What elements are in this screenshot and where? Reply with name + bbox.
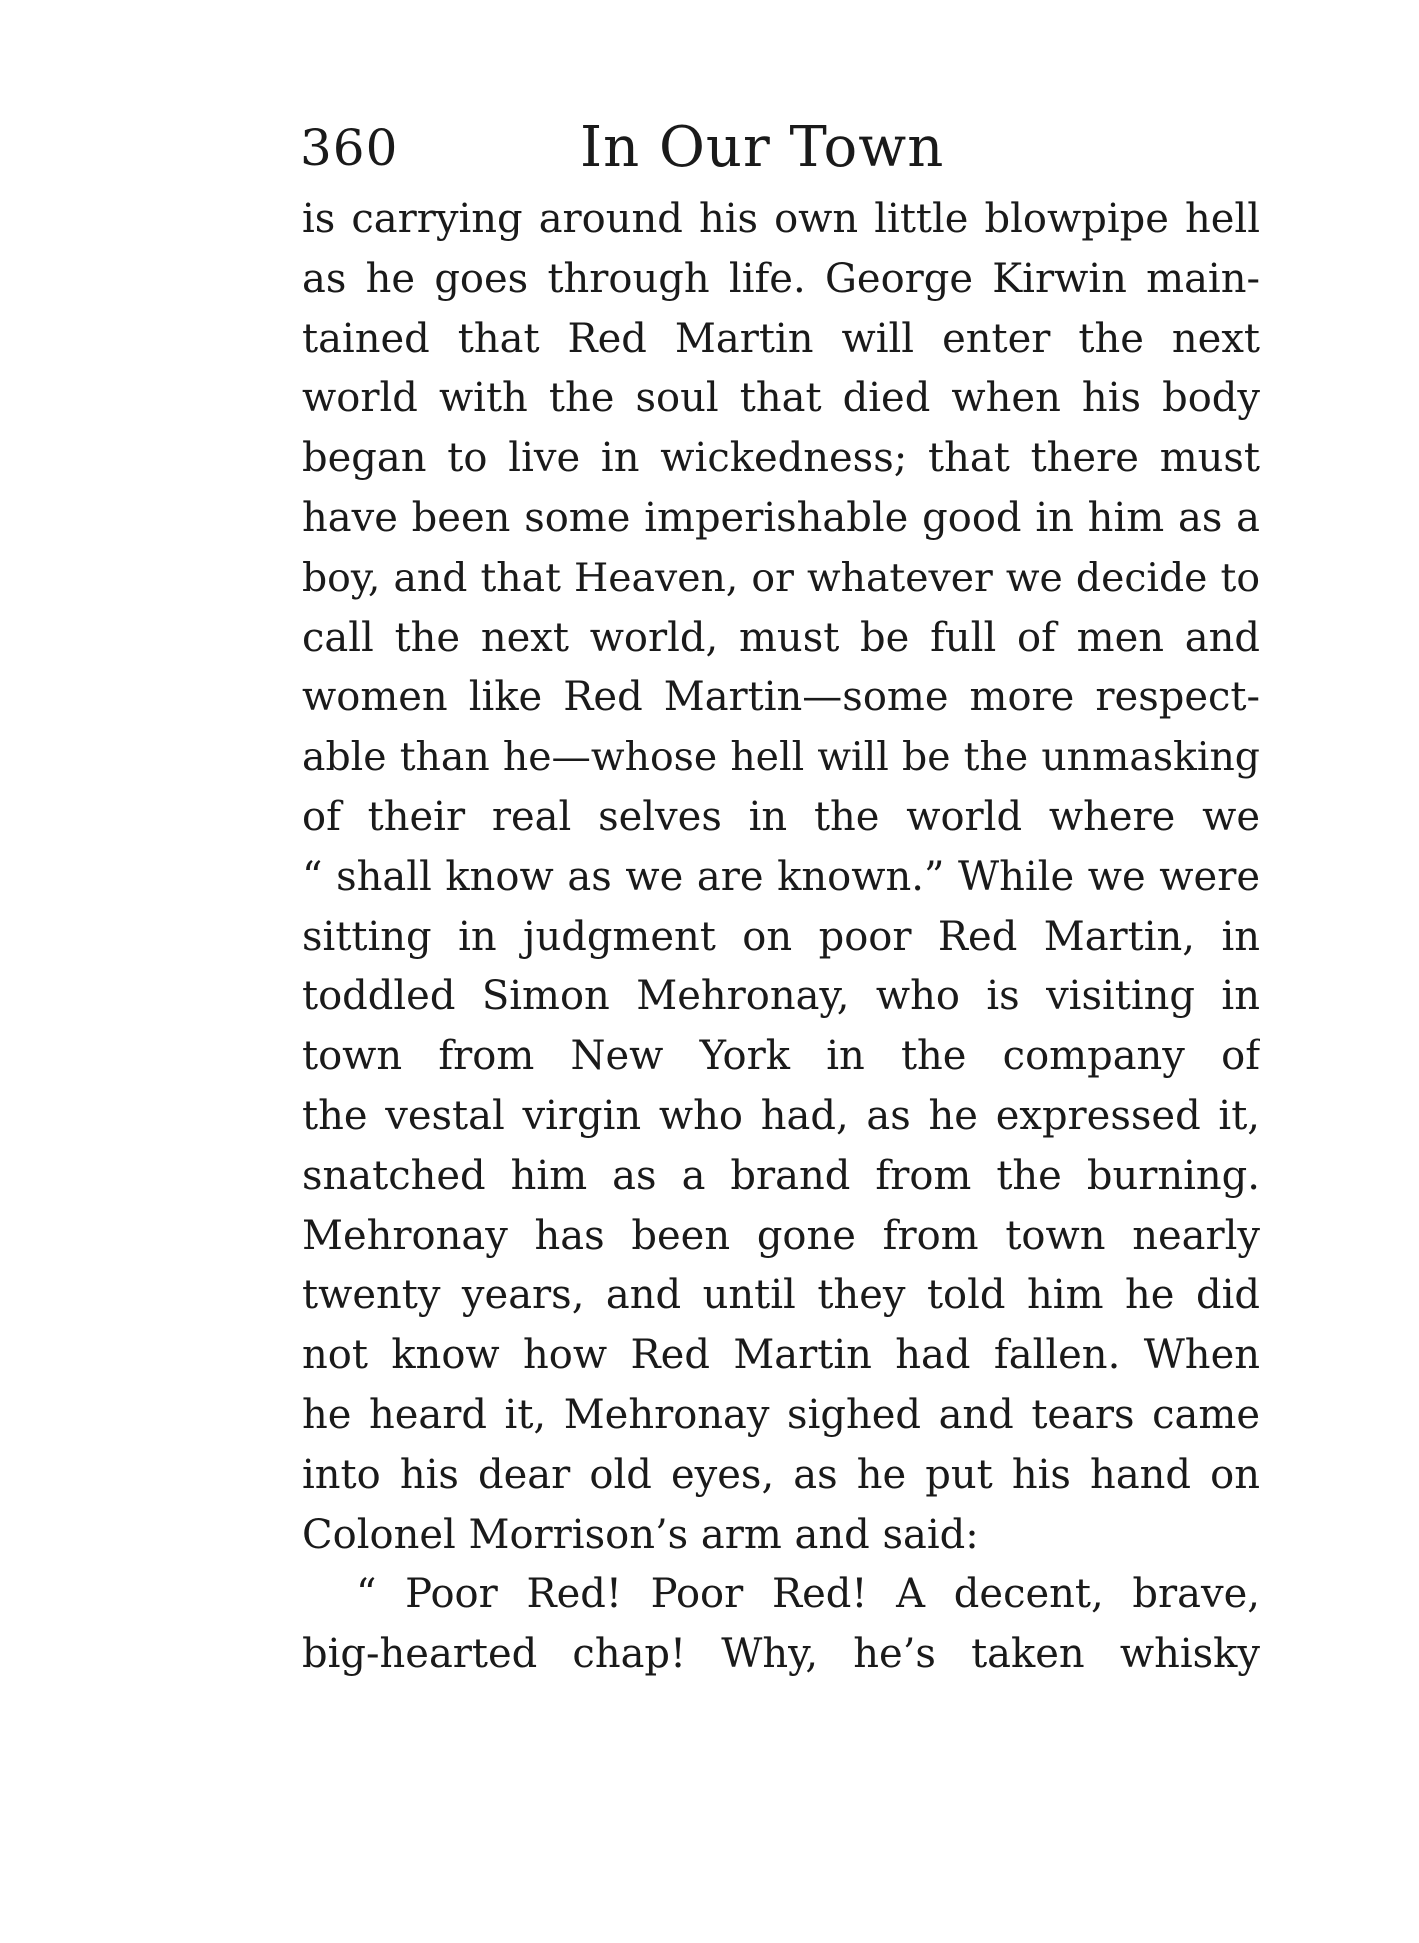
paragraph-start-line: “ Poor Red! Poor Red! A decent, brave, xyxy=(356,1571,1260,1618)
text-line: began to live in wickedness; that there must xyxy=(302,435,1260,482)
text-line: boy, and that Heaven, or whatever we decide to xyxy=(302,554,1260,601)
text-line: big-hearted chap! Why, he’s taken whisky xyxy=(302,1631,1260,1678)
text-line: Mehronay has been gone from town nearly xyxy=(302,1212,1260,1259)
text-line: town from New York in the company of xyxy=(302,1033,1260,1080)
text-line: toddled Simon Mehronay, who is visiting in xyxy=(302,973,1260,1020)
page-header xyxy=(300,108,1260,188)
body-text xyxy=(302,190,1260,1685)
text-line: tained that Red Martin will enter the next xyxy=(302,315,1260,362)
text-line: women like Red Martin—some more respect- xyxy=(302,674,1260,721)
text-line: not know how Red Martin had fallen. When xyxy=(302,1332,1260,1379)
text-line: as he goes through life. George Kirwin main- xyxy=(302,255,1260,302)
text-line: the vestal virgin who had, as he expressed it, xyxy=(302,1092,1260,1139)
text-line: snatched him as a brand from the burning. xyxy=(302,1152,1260,1199)
text-line: able than he—whose hell will be the unmasking xyxy=(302,734,1260,781)
text-line: he heard it, Mehronay sighed and tears came xyxy=(302,1391,1260,1438)
text-line: sitting in judgment on poor Red Martin, in xyxy=(302,913,1260,960)
text-line: of their real selves in the world where we xyxy=(302,793,1260,840)
paragraph-end-line: Colonel Morrison’s arm and said: xyxy=(302,1511,979,1558)
text-line: is carrying around his own little blowpipe hell xyxy=(302,196,1260,242)
text-line: “ shall know as we are known.” While we were xyxy=(302,853,1260,900)
text-line: have been some imperishable good in him as a xyxy=(302,494,1260,541)
text-line: call the next world, must be full of men and xyxy=(302,614,1260,661)
text-line: into his dear old eyes, as he put his hand on xyxy=(302,1451,1260,1498)
text-line: world with the soul that died when his body xyxy=(302,375,1260,422)
page-number: 360 xyxy=(300,119,399,177)
running-title: In Our Town xyxy=(580,115,945,180)
text-line: twenty years, and until they told him he did xyxy=(302,1272,1260,1319)
